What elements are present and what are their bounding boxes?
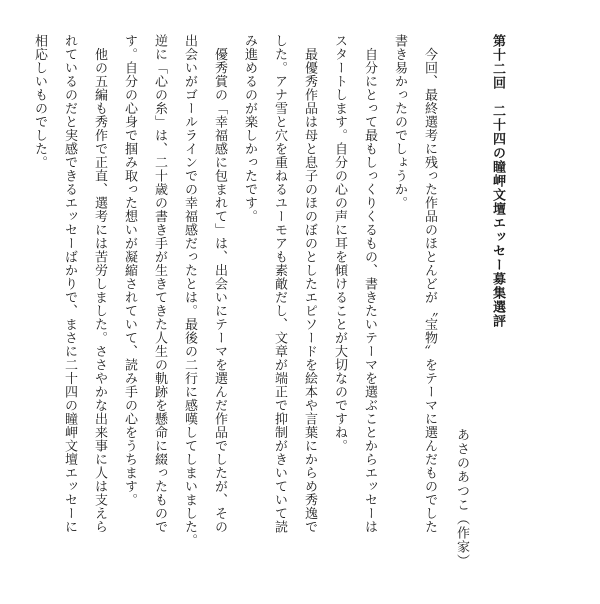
essay-line-3: 自分にとって最もしっくりくるもの、書きたいテーマを選ぶことからエッセーは — [362, 34, 377, 534]
essay-title: 第十二回 二十四の瞳岬文壇エッセー募集選評 — [490, 34, 505, 328]
essay-line-5: 最優秀作品は母と息子のほのぼのとしたエピソードを絵本や言葉にからめ秀逸で — [302, 34, 317, 534]
essay-line-9: 出会いがゴールラインでの幸福感だったとは。最後の二行に感嘆してしまいました。 — [182, 34, 197, 547]
essay-line-13: れているのだと実感できるエッセーばかりで、まさに二十四の瞳岬文壇エッセーに — [62, 34, 77, 534]
essay-line-4: スタートします。自分の心の声に耳を傾けることが大切なのですね。 — [332, 34, 347, 453]
essay-line-14: 相応しいものでした。 — [32, 34, 47, 169]
essay-line-8: 優秀賞の「幸福感に包まれて」は、出会いにテーマを選んだ作品でしたが、その — [212, 34, 227, 534]
essay-line-12: 他の五編も秀作で正直、選考には苦労しました。ささやかな出来事に人は支えら — [92, 34, 107, 534]
essay-author: あさのあつこ（作家） — [454, 428, 469, 568]
essay-line-2: 書き易かったのでしょうか。 — [392, 34, 407, 210]
essay-line-7: み進めるのが楽しかったです。 — [242, 34, 257, 223]
essay-line-6: した。アナ雪と穴を重ねるユーモアも素敵だし、文章が端正で抑制がきいていて読 — [272, 34, 287, 534]
essay-line-10: 逆に「心の糸」は、二十歳の書き手が生きてきた人生の軌跡を懸命に綴ったもので — [152, 34, 167, 534]
essay-line-1: 今回、最終選考に残った作品のほとんどが〝宝物〟をテーマに選んだものでした — [422, 34, 437, 534]
essay-line-11: す。自分の心身で掴み取った想いが凝縮されていて、読み手の心をうちます。 — [122, 34, 137, 507]
